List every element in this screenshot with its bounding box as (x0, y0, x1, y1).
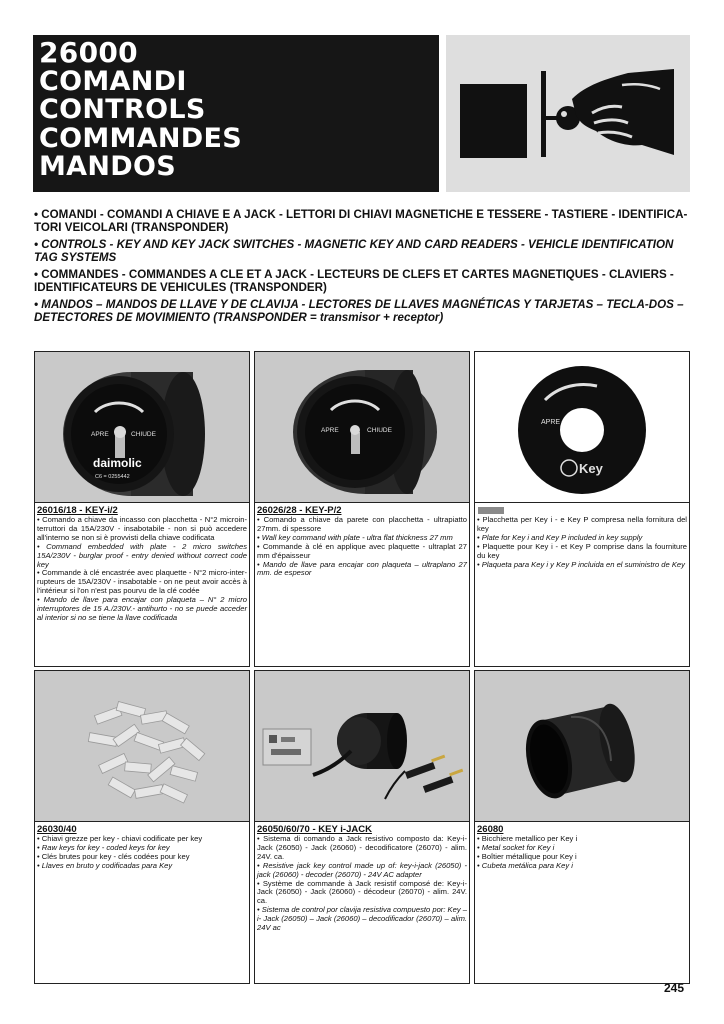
chiude-label: CHIUDE (131, 431, 156, 438)
product-card (254, 670, 470, 984)
product-info (37, 505, 247, 623)
desc-en: • Command embedded with plate - 2 micro switches 15A/230V - burglar proof - entry denied without correct code key (37, 541, 247, 569)
desc-it: • Comando a chiave da parete con placchetta - ultrapiatto 27mm. di spessore (257, 515, 467, 533)
desc-en: • Resistive jack key control made up of: key-i-jack (26050) - jack (26060) - decoder (26070) - 24V AC adapter (257, 860, 467, 879)
description-it: • COMANDI - COMANDI A CHIAVE E A JACK - LETTORI DI CHIAVI MAGNETICHE E TESSERE - TASTIERE - IDENTIFICA-TORI VEICOLARI (TRANSPONDER) (34, 208, 688, 234)
product-photo-key-switch (35, 352, 249, 503)
brand-logo: daimolic (93, 456, 142, 470)
desc-es: • Cubeta metálica para Key i (477, 860, 573, 870)
desc-es: • Mando de llave para encajar con plaqueta – N° 2 micro interruptores de 15 A./230V.- antihurto - no se puede acceder al interior si no se tiene la llave codificada (37, 595, 247, 622)
desc-it: • Chiavi grezze per key - chiavi codificate per key (37, 834, 203, 843)
desc-it: • Bicchiere metallico per Key i (477, 834, 578, 843)
desc-en: • Plate for Key i and Key P included in key supply (477, 532, 643, 542)
product-info (257, 824, 467, 933)
desc-fr: • Plaquette pour Key i - et Key P comprise dans la fourniture du key (477, 541, 687, 560)
desc-fr: • Boîtier métallique pour Key i (477, 851, 577, 861)
product-photo-key-plate (475, 352, 689, 503)
desc-es: • Mando de llave para encajar con plaqueta – ultraplano 27 mm. de espesor (257, 559, 467, 578)
product-photo-metal-socket (475, 671, 689, 822)
desc-es: • Sistema de control por clavija resistiva compuesto por: Key –i- Jack (26050) – Jack (26060) – decodificador (26070) – alim. 24V ac (257, 905, 467, 933)
desc-it: • Comando a chiave da incasso con placchetta - N°2 microin-terruttori da 15A/230V - insabotabile - non si può accedere all'interno se non si è provvisti della chiave codificata (37, 515, 247, 542)
product-card (34, 670, 250, 984)
product-photo-wall-key-switch (255, 352, 469, 503)
section-title-block (33, 35, 439, 192)
desc-es: • Plaqueta para Key i y Key P incluida en el suministro de Key (477, 559, 685, 569)
chiude-label: CHIUDE (367, 427, 392, 434)
desc-en: • Metal socket for Key i (477, 842, 555, 852)
title-en: CONTROLS (39, 94, 206, 125)
product-code: 26030/40 (37, 824, 77, 835)
desc-en: • Wall key command with plate - ultra flat thickness 27 mm (257, 532, 453, 542)
product-photo-key-jack-system (255, 671, 469, 822)
apre-label: APRE (91, 431, 109, 438)
desc-fr: • Système de commande à Jack resistif composé de: Key-i-Jack (26050) - Jack (26060) - décodeur (26070) - alim. 24V. ca. (257, 878, 467, 906)
category-descriptions (34, 209, 690, 329)
product-card (34, 351, 250, 667)
apre-label: APRE (321, 427, 339, 434)
desc-fr: • Commande à clé en applique avec plaquette - ultraplat 27 mm d'épaisseur (257, 541, 467, 560)
desc-fr: • Clés brutes pour key - clés codées pour key (37, 851, 190, 861)
section-number: 26000 (39, 36, 138, 69)
desc-it: • Placchetta per Key i - e Key P compresa nella fornitura del key (477, 515, 687, 533)
title-it: COMANDI (39, 65, 187, 97)
product-photo-raw-keys (35, 671, 249, 822)
product-card (474, 670, 690, 984)
description-es: • MANDOS – MANDOS DE LLAVE Y DE CLAVIJA - LECTORES DE LLAVES MAGNÉTICAS Y TARJETAS – TECLA-DOS – DETECTORES DE MOVIMIENTO (TRANSPONDER = transmisor + receptor) (34, 298, 684, 324)
description-fr: • COMMANDES - COMMANDES A CLE ET A JACK - LECTEURS DE CLEFS ET CARTES MAGNETIQUES - CLAVIERS - IDENTIFICATEURS DE VEHICULES (TRANSPONDER) (34, 268, 674, 294)
product-info (37, 824, 247, 871)
product-info (477, 824, 687, 871)
product-code: 26050/60/70 - KEY i-JACK (257, 824, 372, 835)
desc-fr: • Commande à clé encastrée avec plaquette - N°2 micro-inter-rupteurs de 15A/230V - insabotable - on ne peut avoir accès à l'intérieur si l'on n'est pas pourvu de la clé codée (37, 568, 247, 596)
product-info (477, 505, 687, 569)
title-es: MANDOS (39, 151, 176, 182)
product-card (254, 351, 470, 667)
desc-en: • Raw keys for key - coded keys for key (37, 842, 170, 852)
title-fr: COMMANDES (39, 122, 242, 154)
product-card (474, 351, 690, 667)
product-code: 26016/18 - KEY-i/2 (37, 505, 118, 516)
key-logo: Key (579, 461, 603, 476)
apre-label: APRE (541, 419, 561, 426)
desc-it: • Sistema di comando a Jack resistivo composto da: Key-i-Jack (26050) - Jack (26060) - decodificatore (26070) - alim. 24V. ca. (257, 834, 467, 861)
serial-label: C6 = 0255442 (95, 474, 130, 480)
code-placeholder-bar (478, 507, 504, 514)
page-number: 245 (664, 981, 685, 995)
hand-inserting-key-icon (446, 35, 690, 192)
description-en: • CONTROLS - KEY AND KEY JACK SWITCHES - MAGNETIC KEY AND CARD READERS - VEHICLE IDENTIFICATION TAG SYSTEMS (34, 238, 674, 264)
product-code: 26026/28 - KEY-P/2 (257, 505, 342, 516)
product-info (257, 505, 467, 578)
desc-es: • Llaves en bruto y codificadas para Key (37, 860, 173, 870)
product-code: 26080 (477, 824, 504, 835)
